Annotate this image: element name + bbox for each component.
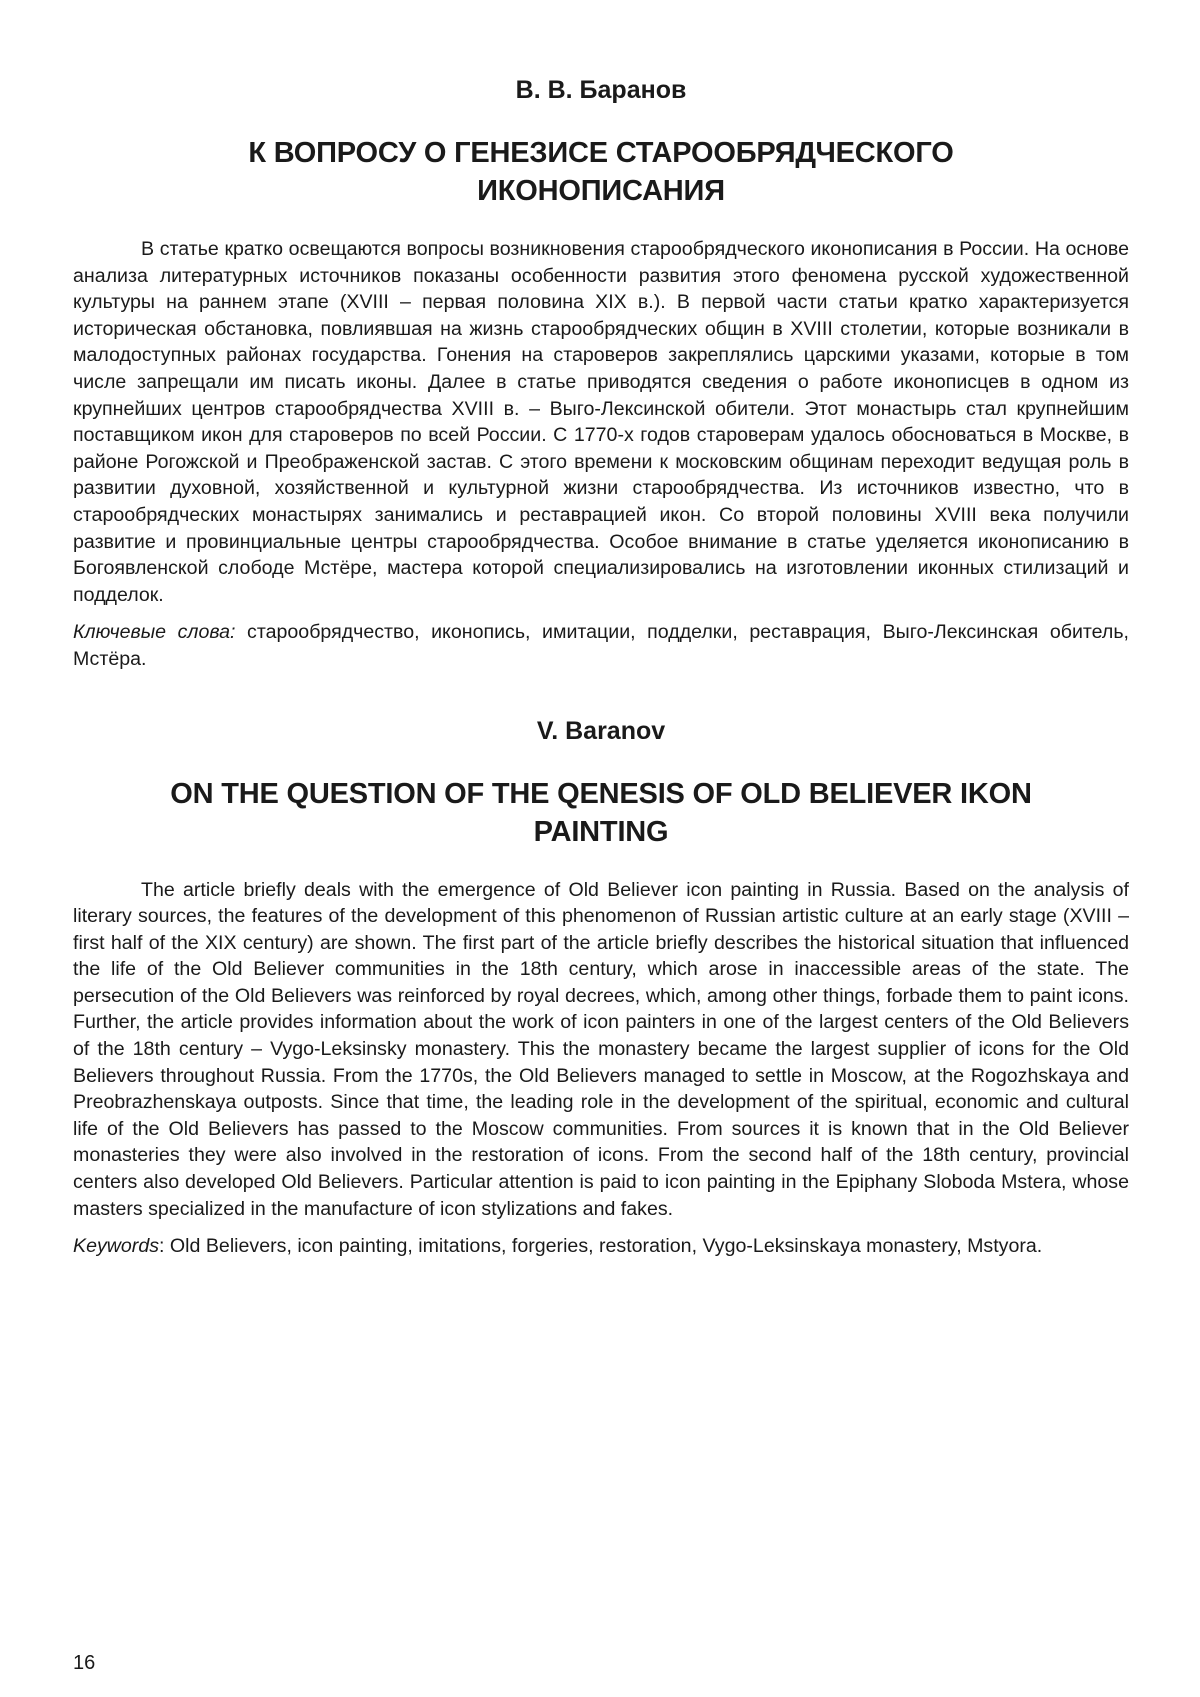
title-ru xyxy=(73,134,1129,210)
keywords-en xyxy=(73,1233,1129,1260)
author-en: V. Baranov xyxy=(536,716,666,745)
section-russian xyxy=(73,72,1129,673)
keywords-ru-text: старообрядчество, иконопись, имитации, подделки, реставрация, Выго-Лексинская обитель, Мстёра. xyxy=(73,621,1129,670)
abstract-ru: В статье кратко освещаются вопросы возникновения старообрядческого иконописания в России. На основе анализа литературных источников показаны особенности развития этого феномена русской художественной культуры на раннем этапе (XVIII – первая половина XIX в.). В первой части статьи кратко характеризуется историческая обстановка, повлиявшая на жизнь старообрядческих общин в XVIII столетии, которые возникали в малодоступных районах государства. Гонения на староверов закреплялись царскими указами, которые в том числе запрещали им писать иконы. Далее в статье приводятся сведения о работе иконописцев в одном из крупнейших центров старообрядчества XVIII в. – Выго-Лексинской обители. Этот монастырь стал крупнейшим поставщиком икон для староверов по всей России. С 1770-х годов староверам удалось обосноваться в Москве, в районе Рогожской и Преображенской застав. С этого времени к московским общинам переходит ведущая роль в развитии духовной, хозяйственной и культурной жизни старообрядчества. Из источников известно, что в старообрядческих монастырях занимались и реставрацией икон. Со второй половины XVIII века получили развитие и провинциальные центры старообрядчества. Особое внимание в статье уделяется иконописанию в Богоявленской слободе Мстёре, мастера которой специализировались на изготовлении иконных стилизаций и подделок. xyxy=(73,238,1129,606)
article-abstracts xyxy=(73,72,1129,1260)
author-ru: В. В. Баранов xyxy=(515,76,687,104)
title-en-line2: PAINTING xyxy=(533,815,669,848)
title-ru-line2: ИКОНОПИСАНИЯ xyxy=(477,175,725,207)
title-ru-line1: К ВОПРОСУ О ГЕНЕЗИСЕ СТАРООБРЯДЧЕСКОГО xyxy=(248,137,954,169)
abstract-en: The article briefly deals with the emergence of Old Believer icon painting in Russia. Based on the analysis of literary sources, the features of the development of this phenomenon of Russian artistic culture at an early stage (XVIII – first half of the XIX century) are shown. The first part of the article briefly describes the historical situation that influenced the life of the Old Believer communities in the 18th century, which arose in inaccessible areas of the state. The persecution of the Old Believers was reinforced by royal decrees, which, among other things, forbade them to paint icons. Further, the article provides information about the work of icon painters in one of the largest centers of the Old Believers of the 18th century – Vygo-Leksinsky monastery. This the monastery became the largest supplier of icons for the Old Believers throughout Russia. From the 1770s, the Old Believers managed to settle in Moscow, at the Rogozhskaya and Preobrazhenskaya outposts. Since that time, the leading role in the development of the spiritual, economic and cultural life of the Old Believers has passed to the Moscow communities. From sources it is known that in the Old Believer monasteries they were also involved in the restoration of icons. From the second half of the 18th century, provincial centers also developed Old Believers. Particular attention is paid to icon painting in the Epiphany Sloboda Mstera, whose masters specialized in the manufacture of icon stylizations and fakes. xyxy=(73,878,1129,1220)
keywords-ru-label: Ключевые слова: xyxy=(73,621,236,644)
title-en xyxy=(73,775,1129,851)
keywords-en-label: Keywords xyxy=(73,1235,160,1258)
title-en-line1: ON THE QUESTION OF THE QENESIS OF OLD BELIEVER IKON xyxy=(170,777,1032,810)
page-number: 16 xyxy=(73,1652,96,1674)
keywords-en-text: : Old Believers, icon painting, imitations, forgeries, restoration, Vygo-Leksinskaya monastery, Mstyora. xyxy=(159,1235,1043,1258)
keywords-ru xyxy=(73,619,1129,672)
section-english xyxy=(73,713,1129,1260)
